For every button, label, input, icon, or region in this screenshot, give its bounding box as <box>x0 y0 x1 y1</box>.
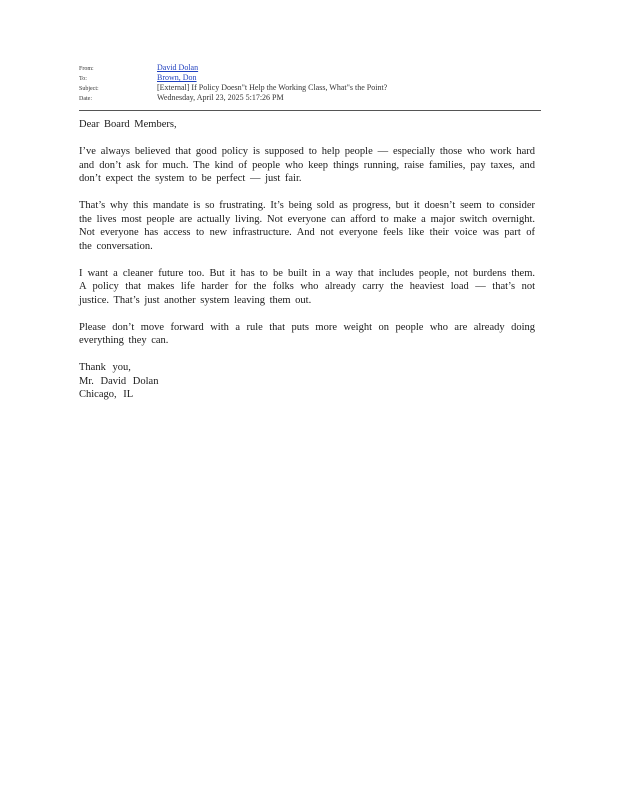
subject-row <box>79 83 541 93</box>
to-link[interactable]: Brown, Don <box>157 73 197 82</box>
signer-name: Mr. David Dolan <box>79 375 159 387</box>
letter-body <box>79 118 535 402</box>
date-label: Date: <box>79 96 92 102</box>
signer-location: Chicago, IL <box>79 389 134 400</box>
from-label: From: <box>79 66 94 72</box>
to-label: To: <box>79 76 87 82</box>
closing: Thank you, <box>79 362 131 373</box>
salutation: Dear Board Members, <box>79 119 177 130</box>
header-divider <box>79 110 541 111</box>
to-row <box>79 73 541 83</box>
date-value: Wednesday, April 23, 2025 5:17:26 PM <box>157 93 284 102</box>
paragraph-3: I want a cleaner future too. But it has to be built in a way that includes people, not burdens them. A policy that makes life harder for the folks who already carry the heaviest load — that’s not justice. That’s just another system leaving them out. <box>79 267 535 306</box>
signature-block <box>79 361 535 402</box>
from-link[interactable]: David Dolan <box>157 63 199 72</box>
paragraph-1: I’ve always believed that good policy is supposed to help people — especially those who work hard and don’t ask for much. The kind of people who keep things running, raise families, pay taxes, and don’t expect the system to be perfect — just fair. <box>79 146 535 184</box>
date-row <box>79 93 541 103</box>
email-header <box>79 63 541 103</box>
subject-label: Subject: <box>79 86 99 92</box>
from-row <box>79 63 541 73</box>
paragraph-4: Please don’t move forward with a rule that puts more weight on people who are already doing everything they can. <box>79 321 535 346</box>
paragraph-2: That’s why this mandate is so frustrating. It’s being sold as progress, but it doesn’t seem to consider the lives most people are actually living. Not everyone can afford to make a major switch overnight. Not everyone has access to new infrastructure. And not everyone feels like their voice was part of the conversation. <box>79 200 535 252</box>
subject-value: [External] If Policy Doesn"t Help the Working Class, What"s the Point? <box>157 83 388 92</box>
